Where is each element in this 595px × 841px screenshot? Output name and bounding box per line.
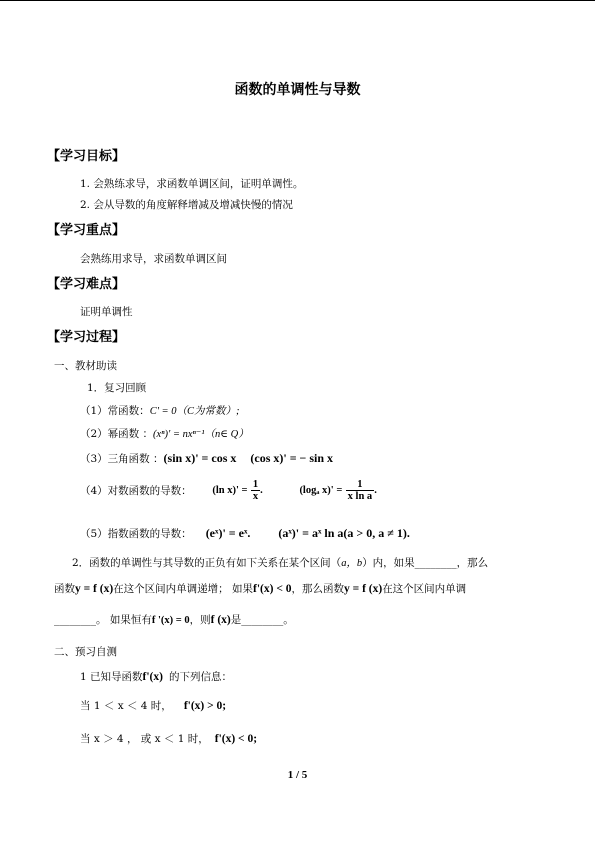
page-title: 函数的单调性与导数 <box>234 82 361 98</box>
q2-l3-formula-2: f (x) <box>210 614 231 626</box>
ln-denominator: x <box>252 491 259 502</box>
log-function-rule <box>80 479 377 502</box>
ln-lhs: (ln x)' = <box>212 485 248 496</box>
exp-label: （5）指数函数的导数： <box>80 528 192 540</box>
power-function-rule <box>80 426 249 441</box>
page-number: 1 / 5 <box>287 769 308 781</box>
ln-fraction <box>251 479 260 502</box>
page-top-border <box>0 0 595 1</box>
difficulty-text: 证明单调性 <box>80 306 133 318</box>
q2-interval-vars: a，b <box>341 558 363 569</box>
question-2-line-3 <box>54 612 294 627</box>
ln-numerator: 1 <box>252 479 259 490</box>
pq1-text-b: 的下列信息： <box>168 671 232 683</box>
pq1-text-a: 1 已知导函数 <box>80 671 143 683</box>
q2-text-a: 2．函数的单调性与其导数的正负有如下关系在某个区间（ <box>72 557 342 569</box>
preview-question-1 <box>80 669 232 684</box>
q2-l3-text-c: 是________。 <box>230 614 294 626</box>
constant-formula: C' = 0（C为常数）; <box>149 406 240 417</box>
section-heading-difficulties: 【学习难点】 <box>47 277 126 292</box>
q2-text-b: ）内，如果________，那么 <box>362 557 489 569</box>
section-heading-keypoints: 【学习重点】 <box>47 223 126 238</box>
cond2-text: 当 x ＞ 4 ， 或 x ＜ 1 时， <box>80 733 209 745</box>
q2-l2-text-b: 在这个区间内单调递增； 如果 <box>113 583 254 595</box>
loga-numerator: 1 <box>346 479 375 491</box>
q2-l2-text-a: 函数 <box>54 583 75 595</box>
part1-heading: 一、教材助读 <box>54 360 117 372</box>
q2-l2-text-c: ，那么函数 <box>291 583 345 595</box>
loga-denominator: x ln a <box>347 491 373 502</box>
trig-function-rule <box>80 451 333 466</box>
power-formula: (xⁿ)' = nxⁿ⁻¹（n∈ Q） <box>153 429 249 440</box>
q2-l3-text-a: ________。 如果恒有 <box>54 614 152 626</box>
keypoint-text: 会熟练用求导，求函数单调区间 <box>80 253 227 265</box>
q2-l2-formula-1: y = f (x) <box>75 583 114 595</box>
loga-end: . <box>374 485 377 496</box>
cond1-text: 当 1 ＜ x ＜ 4 时， <box>80 700 172 712</box>
trig-label: （3）三角函数 ： <box>80 453 164 465</box>
q2-l3-formula-1: f '(x) = 0 <box>151 615 190 626</box>
exp-a-formula: (aˣ)' = aˣ ln a(a > 0, a ≠ 1). <box>278 526 410 540</box>
cond1-formula: f'(x) > 0; <box>183 700 227 712</box>
condition-1 <box>80 698 226 713</box>
q2-l2-text-d: 在这个区间内单调 <box>382 583 467 595</box>
loga-fraction <box>346 479 375 502</box>
exp-e-formula: (eˣ)' = eˣ. <box>205 526 251 540</box>
loga-lhs: (logₐ x)' = <box>299 485 343 496</box>
goal-item-1: 1. 会熟练求导，求函数单调区间，证明单调性。 <box>80 178 304 190</box>
cond2-formula: f'(x) < 0; <box>214 733 258 745</box>
constant-label: （1）常函数： <box>80 405 150 417</box>
question-2-line-2 <box>54 581 466 596</box>
question-2-line-1 <box>72 555 488 570</box>
review-subheading: 1．复习回顾 <box>87 382 147 394</box>
ln-end: . <box>260 485 263 496</box>
part2-heading: 二、预习自测 <box>54 646 117 658</box>
section-heading-goals: 【学习目标】 <box>47 149 126 164</box>
section-heading-process: 【学习过程】 <box>47 330 126 345</box>
trig-sin-formula: (sin x)' = cos x <box>163 451 237 465</box>
condition-2 <box>80 731 257 746</box>
goal-item-2: 2. 会从导数的角度解释增减及增减快慢的情况 <box>80 199 293 211</box>
power-label: （2）幂函数 ： <box>80 428 154 440</box>
exp-function-rule <box>80 526 410 541</box>
q2-l2-formula-2: f'(x) < 0 <box>253 583 292 595</box>
log-label: （4）对数函数的导数： <box>80 485 192 497</box>
constant-function-rule <box>80 403 240 418</box>
trig-cos-formula: (cos x)' = − sin x <box>250 451 334 465</box>
q2-l3-text-b: ，则 <box>189 614 211 626</box>
q2-l2-formula-3: y = f (x) <box>344 583 383 595</box>
pq1-formula: f'(x) <box>142 671 163 683</box>
